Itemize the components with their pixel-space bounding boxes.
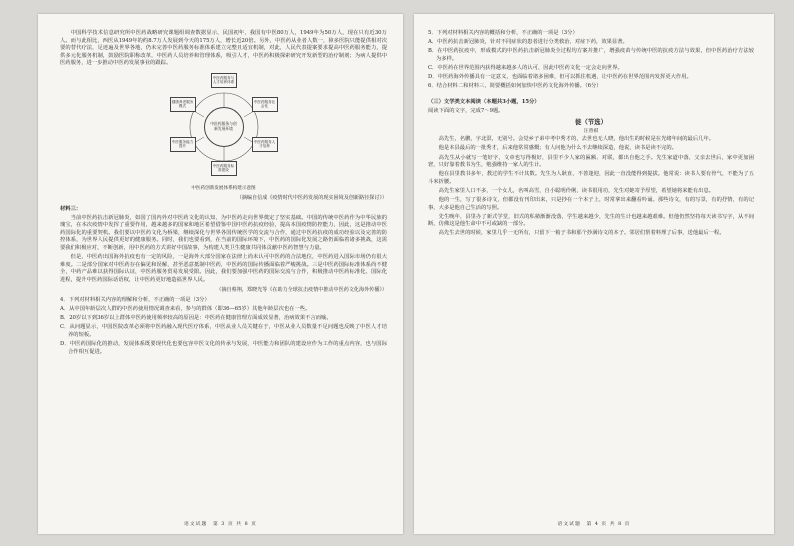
diagram-node-left-lower: 中医服务能力提升: [170, 137, 196, 152]
story-paragraph: 高先生家里人口不多，一个女儿，名叫高雪，自小聪明伶俐，读书很用功，先生对她寄予厚望，希望她将来能有出息。: [438, 187, 715, 194]
diagram-node-top: 中医药服务与人才培养体系: [211, 73, 237, 88]
diagram-node-right-lower: 中医药服务人才培养: [252, 137, 278, 152]
story-paragraph: 他的一生，写了很多诗文，但都没有刊印出来，只是抄在一个本子上，时常拿出来翻看吟诵。那些诗文，有的写景，有的抒情，有的记事，大多是他自己生活的写照。: [428, 197, 754, 211]
story-paragraph: 他是本县最后的一批秀才，后来他常常感慨；有人问他为什么不去继续深造，他说，读书是读不完的。: [438, 145, 677, 152]
story-paragraph: 先生晚年，县里办了新式学堂，旧式的私塾渐渐没落，学生越来越少，先生的生计也越来越艰难。但他仍然坚持每天读书写字，从不间断，仿佛这是他生命中不可或缺的一部分。: [428, 213, 754, 228]
section-heading: （三）文学类文本阅读（本题共3小题，15分）: [428, 98, 540, 105]
question-4-option-c: C．从问题显示，中国医院改革必须将中医药融入现代医疗体系，中医从业人员关键在于，中医从业人员数量不足问题也反映了中医人才培养的短板。: [60, 324, 387, 338]
exam-page-3: [38, 14, 403, 534]
diagram-node-bottom: 中医药服务标准建设: [211, 161, 237, 176]
question-4-option-a: A．从中国年龄层次人群的中医药使用情况调查来看，参与的群体（即36—65岁）其他年龄层次也在一些。: [60, 306, 311, 313]
page-footer-4: 语文试题 第 4 页 共 8 页: [557, 522, 631, 527]
story-paragraph: 高先生，名鹏，字北溟，无别号。会觉乡子弟中考中秀才的，去世也无人晓，他出生的时候是在光绪年间的最后几年。: [438, 136, 715, 143]
material-label: 材料三：: [60, 205, 82, 212]
diagram-node-left-upper: 健康养老服务模式: [170, 97, 196, 112]
question-5-stem: 5．下列对材料相关内容的概括和分析，不正确的一项是（3分）: [428, 30, 578, 36]
material-paragraph-1: 当前中医药抗击新冠肺炎，如国了国内外对中医药文化的认知，为中医药走向世界奠定了坚实基础。中国的传统中医药作为中华民族的瑰宝，在本次疫情中发挥了重要作用，越来越多的国家和地区希望借鉴中国中医药抗疫经验，提高本国疫情防控能力，因此，这是推动中医药国际化的重要契机。我们要以中医药文化为桥梁，继续深化与世界各国传统医学的交流与合作，通过中医药抗疫的成功经验以及完善的防控体系，为世界人民提供更好的健康服务。同时，我们也要看到，在当前的国际环境下，中医药的国际化发展之路仍面临着诸多挑战，这需要我们积极应对，不断创新，用中医药的方式讲好中国故事，为构建人类卫生健康共同体贡献中医药智慧与力量。: [60, 214, 387, 252]
source-citation-2: （摘自蔡翔，郑晓光等《在助力全球抗击疫情中推动中医药文化海外传播》）: [216, 286, 387, 293]
diagram-node-right-upper: 中医药服务社会化: [252, 97, 278, 112]
story-paragraph: 高先生去世的时候，家里几乎一无所有，只留下一箱子书和那个抄满诗文的本子。邻居们帮着料理了后事，送他最后一程。: [438, 230, 725, 237]
question-5-option-c: C．中医药在世界范围内获得越来越多人的认可，因此中医药文化一定会走向世界。: [428, 64, 623, 71]
question-6-stem: 6．结合材料二和材料三，简要概括如何加快中医药文化海外传播。（6分）: [428, 83, 602, 90]
question-5-option-b: B．在中医药抗疫中，形成模式的中医药抗击新冠肺炎全过程均方案并推广，增强疫苗与传统中医的抗疫方法与效果，但中医药治疗方法较为多样。: [428, 48, 754, 62]
story-author: 汪曾祺: [583, 129, 599, 135]
diagram-caption: 中医药创新发展体系构建示意图: [191, 185, 256, 191]
source-citation-1: （摘编自信成《疫情时代中医药发展的现实困境及创新路径探讨》）: [236, 194, 387, 201]
material-paragraph-2: 但是，中医药出国海外抗疫也有一定的风险，一是海外大部分国家在法律上尚未认可中医药的合法地位，中医药进入国际市场仍有很大难度。二是部分国家对中医药存在偏见和误解，甚至恶意抵制中医药，中医药的国际传播面临着严峻挑战。三是中医药国际标准体系尚不健全，中药产品难以获得国际认证，中医药服务贸易发展受限。因此，我们要加强中医药的国际交流与合作，积极推动中医药标准化、国际化进程，提升中医药国际话语权，让中医药更好地造福世界人民。: [60, 254, 387, 283]
development-diagram: [144, 71, 304, 183]
story-paragraph: 他在县里教书多年，教过的学生不计其数。先生为人耿直，不善逢迎，因此一直没能得到提拔。他常说：读书人要有骨气，不能为了五斗米折腰。: [428, 171, 754, 185]
exam-page-4: [414, 14, 774, 534]
question-4-option-b: B．20岁以下到36岁以上群体中医药使用频率较高的原因是：中医药在健康管理方面成效显著，治病效果不言而喻。: [60, 315, 332, 322]
page-footer-3: 语文试题 第 3 页 共 8 页: [184, 522, 257, 527]
story-title: 徙（节选）: [575, 118, 607, 127]
question-5-option-d: D．中医药海外传播具有一定意义，也面临着诸多困难，但可以抓住机遇，让中医药在世界范围内发挥更大作用。: [428, 73, 692, 80]
intro-paragraph: 中国科学技术信息研究所中医药战略研究课题组调查数据显示，民国初年，我国有中医80万人，1949年为50万人，现在只有近30万人。而与此相比，西医从1949年的约8.7万人发展到今天的175万人，增长近20倍。另外，中医药从业者人数一，獐多医院只能提供相对次要的替代疗法，足迹遍及世界各地，仍未完善中医药服务标准体系建立完整且适宜机制，对此，人民代表提案要求提高中医药服务能力，提供多元化服务机制，鼓励医院职称改革，中医药人员培养和管理体系，吸引人才，中医药积极探索研究开发新型的治疗制剂；为病人提供中医药服务，进一步推动中医药发展事业的跟踪。: [60, 30, 387, 67]
question-4-option-d: D．中医药国际化的推动，发展体系既要现代化也要包容中医文化的传承与发展，中医能力和团队的建设应作为工作的重点内容，也与国际合作相互促进。: [60, 341, 387, 355]
story-paragraph: 高先生从小就写一笔好字，文章也写得极好，县里不少人家的匾额、对联，都出自他之手。先生家道中落，父亲去世后，家中更加困窘，只好靠着教书为生，勉强维持一家人的生计。: [428, 154, 754, 169]
question-4-stem: 4．下列对材料相关内容的理解和分析，不正确的一项是（3分）: [60, 297, 210, 304]
question-5-option-a: A．中医药抗击新冠肺炎，针对不同症状的患者进行分类救治，对症下药，效果显著。: [428, 39, 628, 46]
section-intro: 阅读下面的文字，完成7～9题。: [428, 107, 504, 114]
diagram-hub: 中医药服务与创新发展环境: [204, 107, 244, 147]
